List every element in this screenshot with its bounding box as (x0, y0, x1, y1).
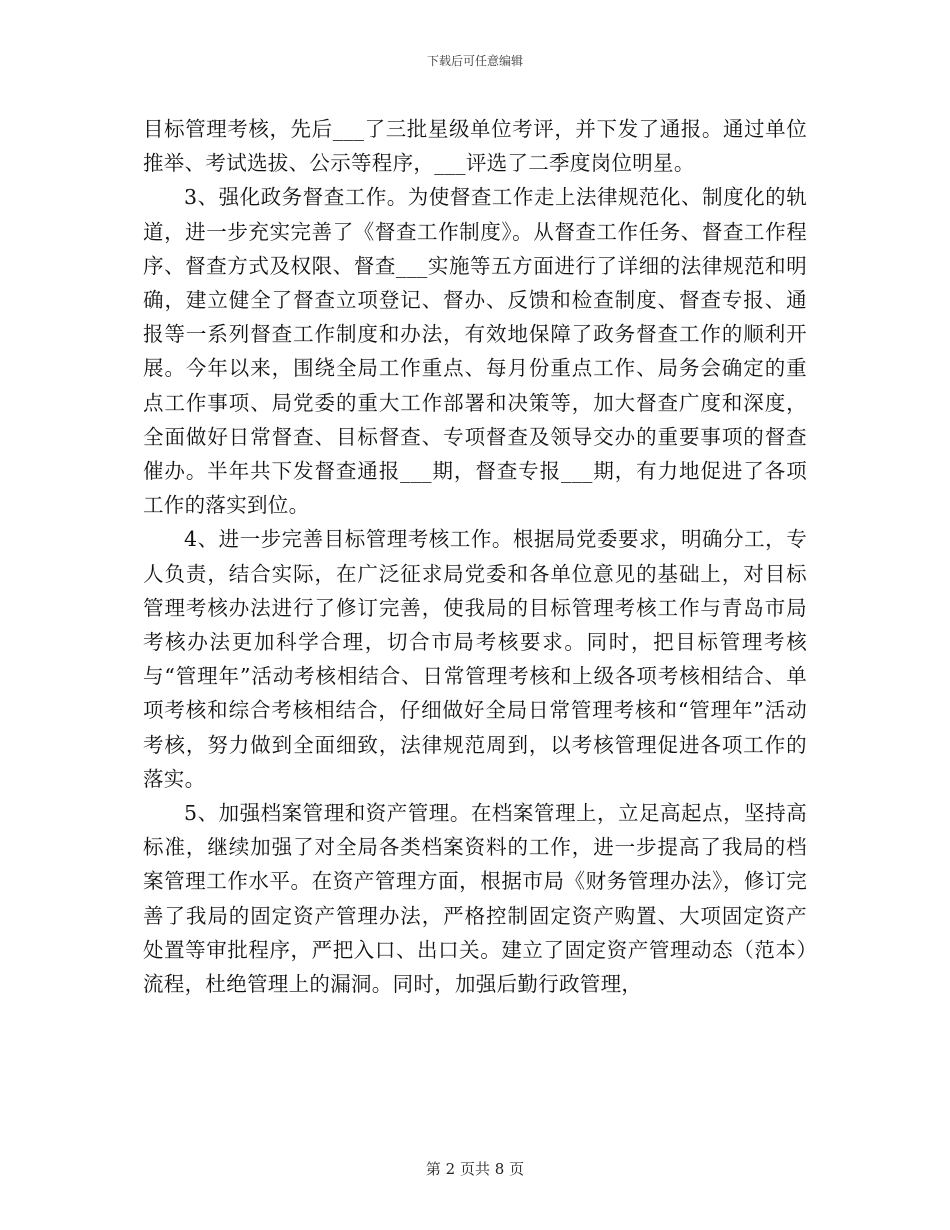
paragraph-supervision: 3、强化政务督查工作。为使督查工作走上法律规范化、制度化的轨道，进一步充实完善了《督查工作制度》。从督查工作任务、督查工作程序、督查方式及权限、督查___实施等五方面进行了详细的法律规范和明确，建立健全了督查立项登记、督办、反馈和检查制度、督查专报、通报等一系列督查工作制度和办法，有效地保障了政务督查工作的顺利开展。今年以来，围绕全局工作重点、每月份重点工作、局务会确定的重点工作事项、局党委的重大工作部署和决策等，加大督查广度和深度，全面做好日常督查、目标督查、专项督查及领导交办的重要事项的督查催办。半年共下发督查通报___期，督查专报___期，有力地促进了各项工作的落实到位。 (143, 185, 807, 518)
paragraph-archive-asset: 5、加强档案管理和资产管理。在档案管理上，立足高起点，坚持高标准，继续加强了对全局各类档案资料的工作，进一步提高了我局的档案管理工作水平。在资产管理方面，根据市局《财务管理办法》，修订完善了我局的固定资产管理办法，严格控制固定资产购置、大项固定资产处置等审批程序，严把入口、出口关。建立了固定资产管理动态（范本）流程，杜绝管理上的漏洞。同时，加强后勤行政管理， (143, 801, 807, 997)
paragraph-target-assessment: 4、进一步完善目标管理考核工作。根据局党委要求，明确分工，专人负责，结合实际，在广泛征求局党委和各单位意见的基础上，对目标管理考核办法进行了修订完善，使我局的目标管理考核工作与青岛市局考核办法更加科学合理，切合市局考核要求。同时，把目标管理考核与“管理年”活动考核相结合、日常管理考核和上级各项考核相结合、单项考核和综合考核相结合，仔细做好全局日常管理考核和“管理年”活动考核，努力做到全面细致，法律规范周到，以考核管理促进各项工作的落实。 (143, 527, 807, 791)
page-header-note: 下载后可任意编辑 (426, 54, 523, 68)
paragraph-continuation: 目标管理考核，先后___了三批星级单位考评，并下发了通报。通过单位推举、考试选拔、公示等程序，___评选了二季度岗位明星。 (143, 117, 807, 176)
document-body (143, 112, 807, 1001)
page-number: 第 2 页共 8 页 (425, 1160, 525, 1178)
